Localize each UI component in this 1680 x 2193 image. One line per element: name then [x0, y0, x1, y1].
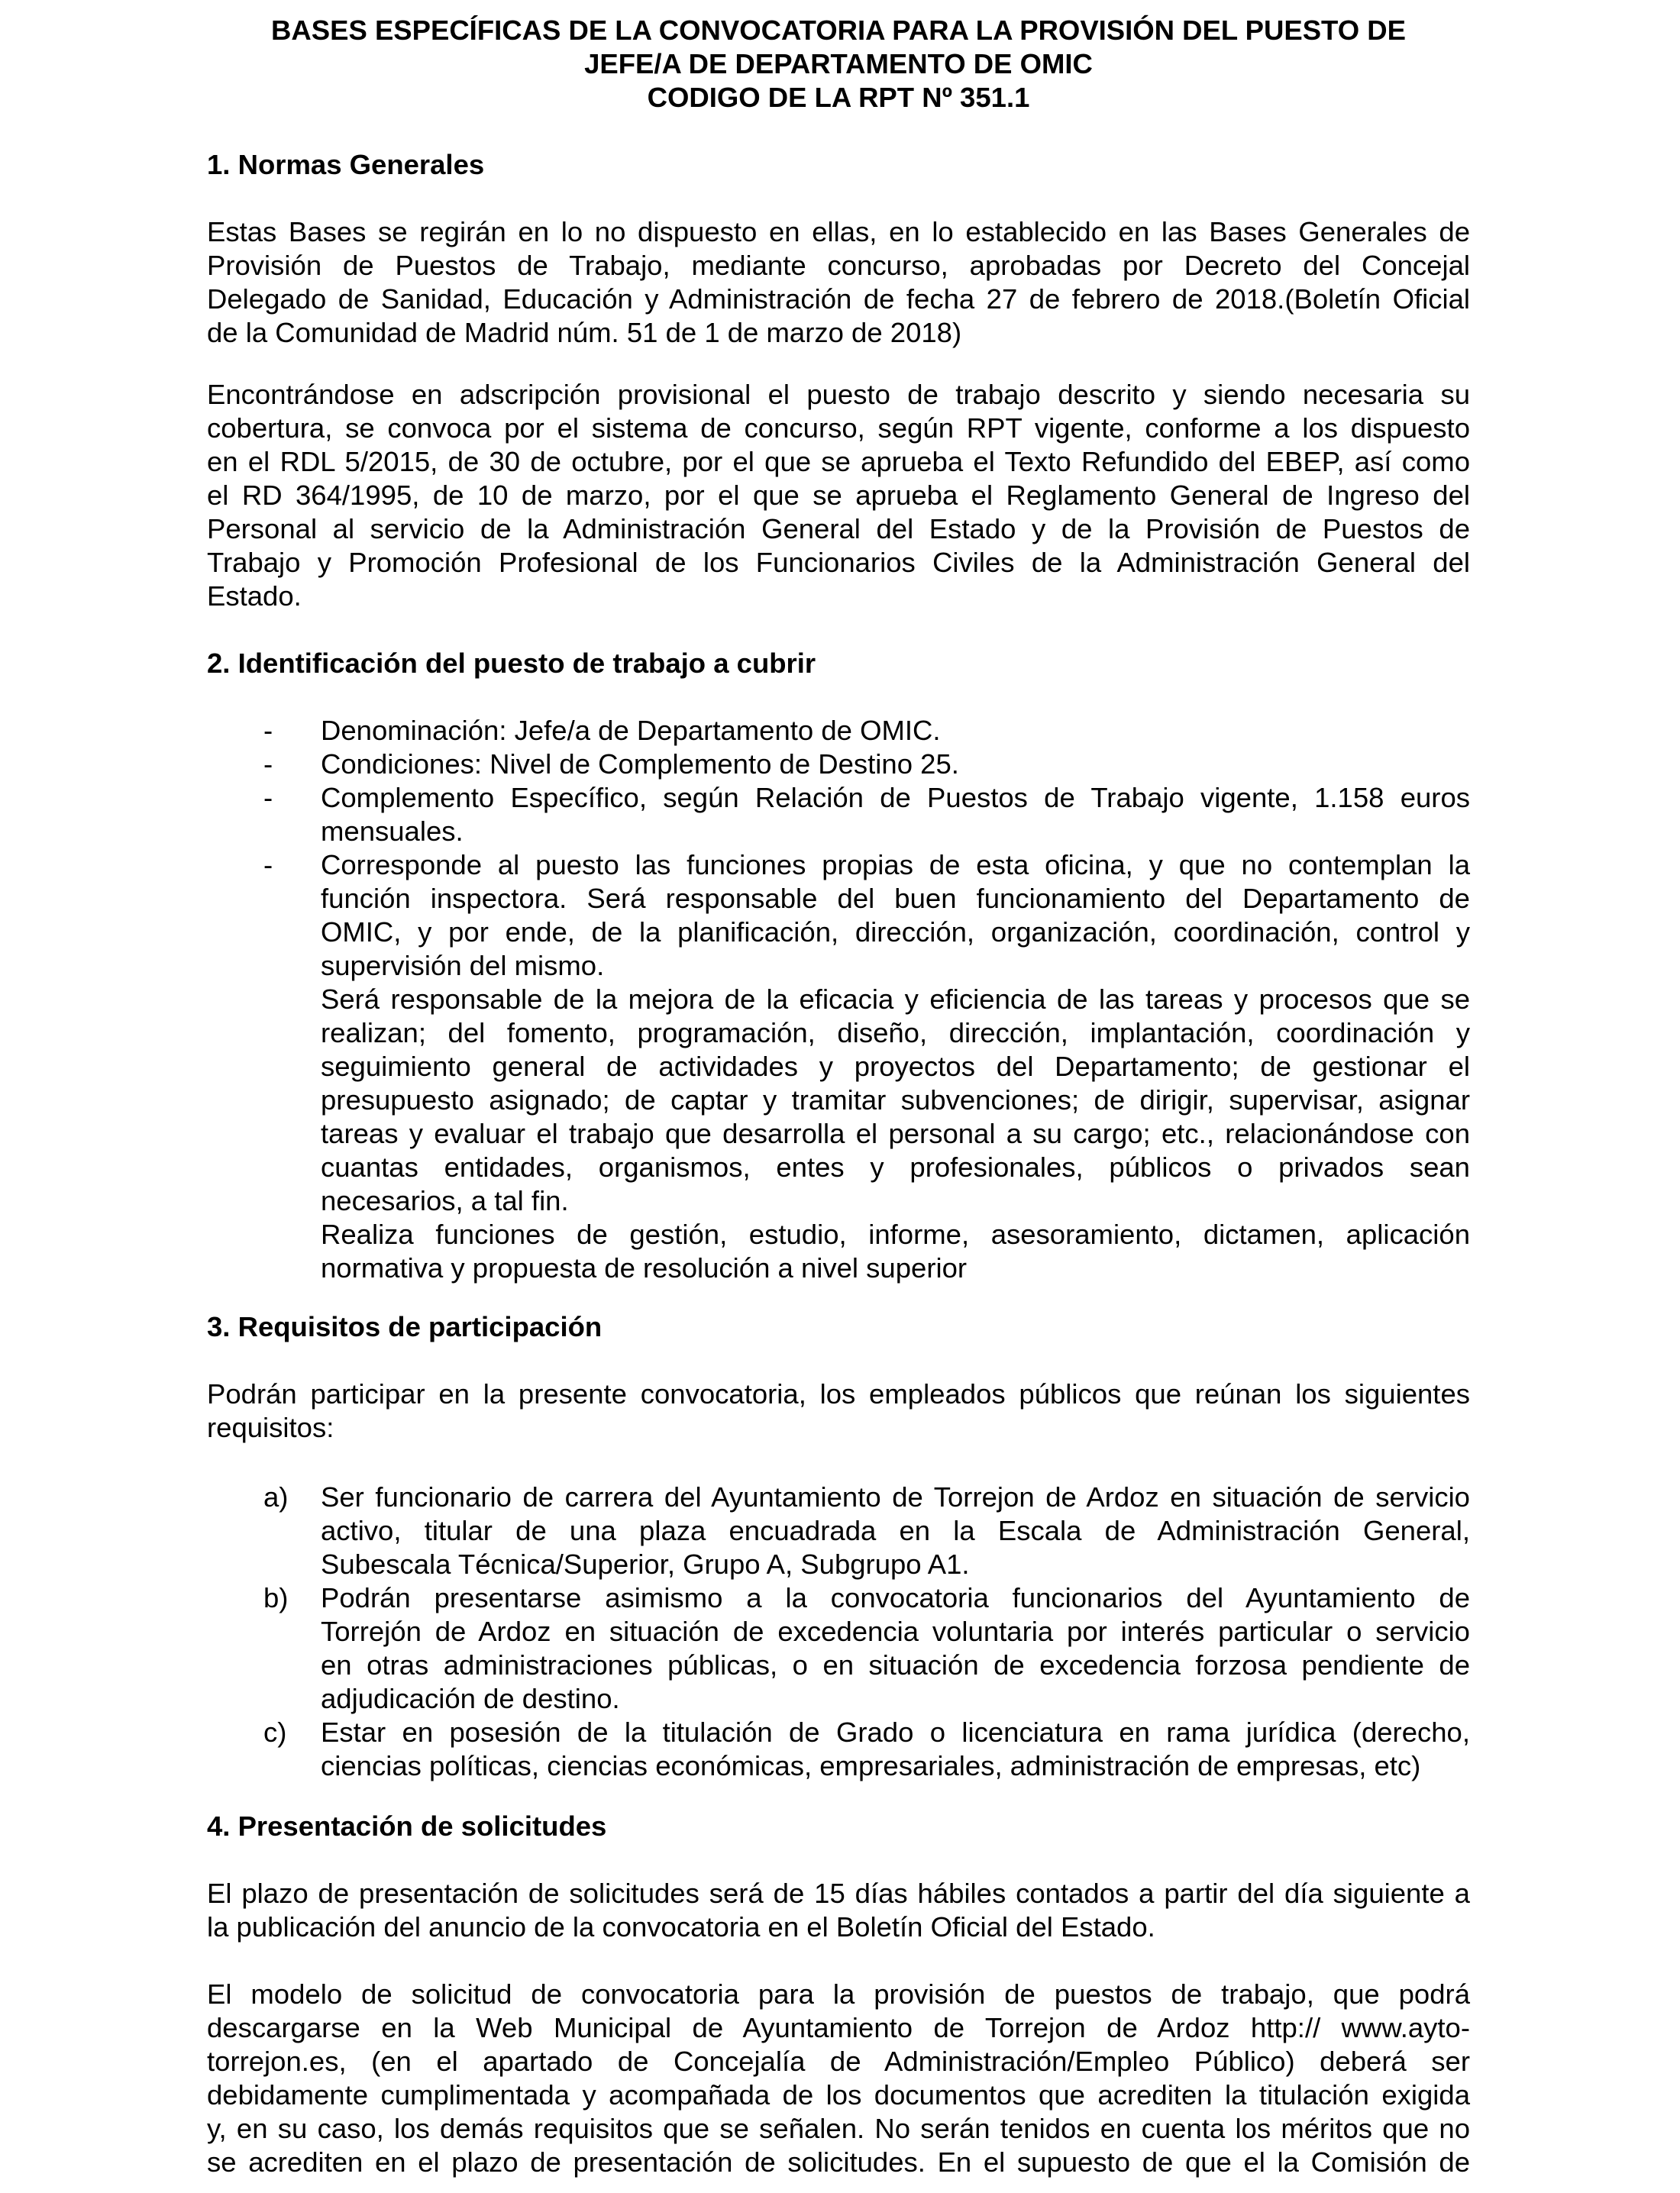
list-item	[207, 714, 1470, 748]
text-line: necesarios, a tal fin.	[321, 1185, 569, 1216]
section-heading-4: 4. Presentación de solicitudes	[207, 1810, 607, 1842]
text-line: la publicación del anuncio de la convocatoria en el Boletín Oficial del Estado.	[207, 1911, 1155, 1943]
title-line: JEFE/A DE DEPARTAMENTO DE OMIC	[584, 48, 1093, 79]
paragraph-plazo	[207, 1877, 1470, 1944]
text-line: ciencias políticas, ciencias económicas, empresariales, administración de empresas, etc)	[321, 1750, 1421, 1781]
text-line: Ser funcionario de carrera del Ayuntamiento de Torrejon de Ardoz en situación de servicio	[321, 1481, 1470, 1513]
text-line: el RD 364/1995, de 10 de marzo, por el que se aprueba el Reglamento General de Ingreso del	[207, 480, 1470, 511]
text-line: Estado.	[207, 580, 302, 612]
text-line: Estas Bases se regirán en lo no dispuesto en ellas, en lo establecido en las Bases Generales de	[207, 216, 1470, 247]
text-line: Trabajo y Promoción Profesional de los Funcionarios Civiles de la Administración General del	[207, 547, 1470, 578]
list-item	[207, 1481, 1470, 1581]
list-marker: c)	[263, 1717, 287, 1748]
title-line: BASES ESPECÍFICAS DE LA CONVOCATORIA PARA LA PROVISIÓN DEL PUESTO DE	[271, 15, 1406, 46]
text-line: cuantas entidades, organismos, entes y profesionales, públicos o privados sean	[321, 1151, 1470, 1183]
text-line: requisitos:	[207, 1412, 334, 1443]
list-item	[207, 848, 1470, 983]
text-line: Realiza funciones de gestión, estudio, informe, asesoramiento, dictamen, aplicación	[321, 1219, 1470, 1250]
text-line: Será responsable de la mejora de la eficacia y eficiencia de las tareas y procesos que se	[321, 983, 1470, 1015]
list-marker: -	[263, 715, 273, 746]
text-line: Podrán participar en la presente convocatoria, los empleados públicos que reúnan los siguientes	[207, 1378, 1470, 1410]
list-item	[207, 1581, 1470, 1716]
text-line: Complemento Específico, según Relación de Puestos de Trabajo vigente, 1.158 euros	[321, 782, 1470, 813]
text-line: Podrán presentarse asimismo a la convocatoria funcionarios del Ayuntamiento de	[321, 1582, 1470, 1613]
text-line: descargarse en la Web Municipal de Ayuntamiento de Torrejon de Ardoz http:// www.ayto-	[207, 2012, 1470, 2043]
text-line: se acrediten en el plazo de presentación de solicitudes. En el supuesto de que el la Comisión de	[207, 2146, 1470, 2178]
text-line: cobertura, se convoca por el sistema de concurso, según RPT vigente, conforme a los dispuesto	[207, 412, 1470, 444]
text-line: tareas y evaluar el trabajo que desarrolla el personal a su cargo; etc., relacionándose con	[321, 1118, 1470, 1149]
text-line: presupuesto asignado; de captar y tramitar subvenciones; de dirigir, supervisar, asignar	[321, 1084, 1470, 1116]
paragraph-normas-2	[207, 378, 1470, 613]
document-title	[207, 14, 1470, 115]
text-line: Delegado de Sanidad, Educación y Administración de fecha 27 de febrero de 2018.(Boletín Oficial	[207, 283, 1470, 315]
text-line: seguimiento general de actividades y proyectos del Departamento; de gestionar el	[321, 1051, 1470, 1082]
section-heading-3: 3. Requisitos de participación	[207, 1311, 603, 1342]
text-line: OMIC, y por ende, de la planificación, dirección, organización, coordinación, control y	[321, 916, 1470, 948]
text-line: debidamente cumplimentada y acompañada de los documentos que acrediten la titulación exigida	[207, 2079, 1470, 2111]
text-line: Corresponde al puesto las funciones propias de esta oficina, y que no contemplan la	[321, 849, 1470, 880]
text-line: supervisión del mismo.	[321, 950, 605, 981]
text-line: normativa y propuesta de resolución a nivel superior	[321, 1252, 968, 1284]
paragraph-modelo	[207, 1978, 1470, 2179]
list-marker: -	[263, 849, 273, 880]
list-marker: a)	[263, 1481, 289, 1513]
text-line: El modelo de solicitud de convocatoria para la provisión de puestos de trabajo, que podrá	[207, 1978, 1470, 2010]
list-marker: -	[263, 748, 273, 780]
text-line: Denominación: Jefe/a de Departamento de OMIC.	[321, 715, 941, 746]
text-line: El plazo de presentación de solicitudes será de 15 días hábiles contados a partir del día siguiente a	[207, 1878, 1470, 1909]
text-line: activo, titular de una plaza encuadrada en la Escala de Administración General,	[321, 1515, 1470, 1546]
text-line: Provisión de Puestos de Trabajo, mediante concurso, aprobadas por Decreto del Concejal	[207, 250, 1470, 281]
text-line: Encontrándose en adscripción provisional el puesto de trabajo descrito y siendo necesaria su	[207, 379, 1470, 410]
text-line: de la Comunidad de Madrid núm. 51 de 1 de marzo de 2018)	[207, 317, 962, 348]
text-line: mensuales.	[321, 816, 464, 847]
text-line: Subescala Técnica/Superior, Grupo A, Subgrupo A1.	[321, 1549, 970, 1580]
list-item	[207, 748, 1470, 781]
text-line: función inspectora. Será responsable del buen funcionamiento del Departamento de	[321, 883, 1470, 914]
job-identification-list	[207, 714, 1470, 1285]
text-line: torrejon.es, (en el apartado de Concejalía de Administración/Empleo Público) deberá ser	[207, 2046, 1470, 2077]
text-line: Torrejón de Ardoz en situación de excedencia voluntaria por interés particular o servicio	[321, 1616, 1470, 1647]
text-line: adjudicación de destino.	[321, 1683, 620, 1714]
list-item	[207, 781, 1470, 848]
title-line: CODIGO DE LA RPT Nº 351.1	[647, 82, 1030, 113]
paragraph-requisitos	[207, 1377, 1470, 1445]
text-line: Personal al servicio de la Administración General del Estado y de la Provisión de Puestos de	[207, 513, 1470, 544]
functions-paragraph	[207, 1218, 1470, 1285]
text-line: Condiciones: Nivel de Complemento de Destino 25.	[321, 748, 959, 780]
text-line: en el RDL 5/2015, de 30 de octubre, por el que se aprueba el Texto Refundido del EBEP, así como	[207, 446, 1470, 477]
section-heading-2: 2. Identificación del puesto de trabajo a cubrir	[207, 648, 816, 679]
text-line: realizan; del fomento, programación, diseño, dirección, implantación, coordinación y	[321, 1017, 1470, 1048]
text-line: en otras administraciones públicas, o en situación de excedencia forzosa pendiente de	[321, 1649, 1470, 1681]
text-line: y, en su caso, los demás requisitos que se señalen. No serán tenidos en cuenta los méritos que no	[207, 2113, 1470, 2144]
paragraph-normas-1	[207, 215, 1470, 350]
lettered-list	[207, 1481, 1470, 1783]
text-line: Estar en posesión de la titulación de Grado o licenciatura en rama jurídica (derecho,	[321, 1717, 1470, 1748]
responsibilities-paragraph	[207, 983, 1470, 1218]
requirements-list	[207, 1481, 1470, 1783]
list-marker: -	[263, 782, 273, 813]
list-item	[207, 1716, 1470, 1783]
list-marker: b)	[263, 1582, 289, 1613]
section-heading-1: 1. Normas Generales	[207, 149, 485, 180]
bullet-list	[207, 714, 1470, 983]
